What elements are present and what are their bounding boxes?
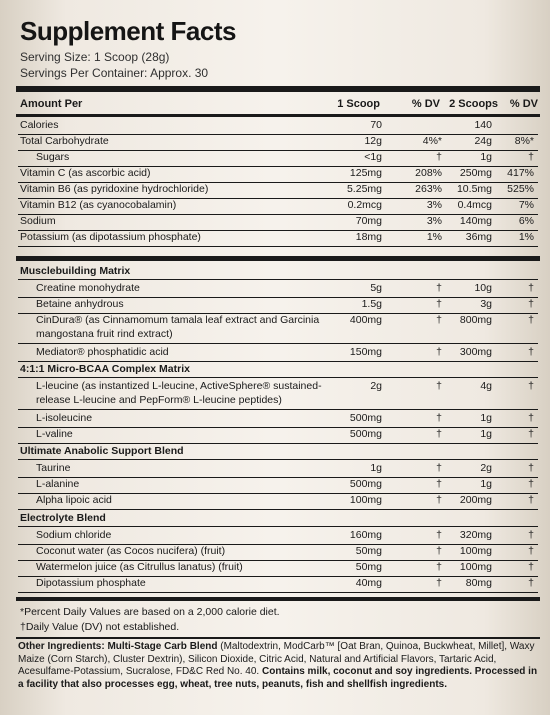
dv-two-scoops: † xyxy=(528,346,534,358)
amount-one-scoop: 2g xyxy=(370,380,382,392)
amount-one-scoop: 70 xyxy=(370,119,382,131)
section-bcaa xyxy=(18,362,538,378)
dv-one-scoop: † xyxy=(436,478,442,490)
section-musclebuilding xyxy=(18,264,538,280)
amount-one-scoop: 5.25mg xyxy=(346,183,382,195)
dv-two-scoops: † xyxy=(528,314,534,326)
table-row xyxy=(18,461,538,478)
nutrient-name: Potassium (as dipotassium phosphate) xyxy=(20,231,201,243)
amount-one-scoop: 50mg xyxy=(355,561,382,573)
nutrient-name: Coconut water (as Cocos nucifera) (fruit) xyxy=(36,545,226,557)
amount-two-scoops: 10.5mg xyxy=(456,183,492,195)
dv-two-scoops: 417% xyxy=(507,167,534,179)
nutrient-name: Vitamin B6 (as pyridoxine hydrochloride) xyxy=(20,183,209,195)
amount-two-scoops: 1g xyxy=(480,478,492,490)
dv-two-scoops: † xyxy=(528,151,534,163)
amount-one-scoop: <1g xyxy=(364,151,382,163)
amount-two-scoops: 250mg xyxy=(459,167,492,179)
amount-one-scoop: 125mg xyxy=(349,167,382,179)
nutrient-name: Betaine anhydrous xyxy=(36,298,124,310)
nutrient-name: Sugars xyxy=(36,151,70,163)
amount-one-scoop: 70mg xyxy=(355,215,382,227)
nutrient-name: L-leucine (as instantized L-leucine, ActiveSphere® sustained-release L-leucine and PepForm® L-leucine peptides) xyxy=(36,380,322,406)
dv-one-scoop: 4%* xyxy=(422,135,442,147)
amount-two-scoops: 0.4mcg xyxy=(457,199,492,211)
dv-two-scoops: † xyxy=(528,478,534,490)
amount-two-scoops: 1g xyxy=(480,151,492,163)
servings-per-container: Servings Per Container: Approx. 30 xyxy=(20,66,209,80)
dv-two-scoops: † xyxy=(528,529,534,541)
header-one-scoop: 1 Scoop xyxy=(337,98,380,110)
nutrient-name: Creatine monohydrate xyxy=(36,282,140,294)
nutrient-name: Calories xyxy=(20,119,59,131)
table-row xyxy=(18,576,538,593)
dv-one-scoop: † xyxy=(436,314,442,326)
dv-two-scoops: 1% xyxy=(518,231,534,243)
nutrient-name: Vitamin C (as ascorbic acid) xyxy=(20,167,151,179)
table-row xyxy=(18,150,538,167)
dv-one-scoop: † xyxy=(436,428,442,440)
amount-one-scoop: 18mg xyxy=(355,231,382,243)
section-electrolyte xyxy=(18,511,538,527)
serving-size: Serving Size: 1 Scoop (28g) xyxy=(20,50,170,64)
amount-two-scoops: 1g xyxy=(480,428,492,440)
amount-two-scoops: 2g xyxy=(480,462,492,474)
table-row xyxy=(18,379,538,410)
dv-one-scoop: † xyxy=(436,494,442,506)
mid-thick-rule xyxy=(16,256,540,261)
nutrient-name: L-isoleucine xyxy=(36,412,93,424)
section-title: Musclebuilding Matrix xyxy=(20,265,131,277)
dv-one-scoop: † xyxy=(436,529,442,541)
table-row xyxy=(18,528,538,545)
amount-two-scoops: 300mg xyxy=(459,346,492,358)
allergen-statement: Contains milk, coconut and soy ingredients. Processed in a facility that also processes egg, wheat, tree nuts, peanuts, fish and shellfish ingredients. xyxy=(18,666,538,690)
amount-two-scoops: 3g xyxy=(480,298,492,310)
other-ingredients-label: Other Ingredients: xyxy=(18,641,105,652)
dv-one-scoop: 3% xyxy=(426,215,442,227)
amount-two-scoops: 4g xyxy=(480,380,492,392)
dv-two-scoops: 8%* xyxy=(514,135,534,147)
header-dv-1: % DV xyxy=(411,98,440,110)
section-title: Ultimate Anabolic Support Blend xyxy=(20,445,184,457)
dv-one-scoop: 3% xyxy=(426,199,442,211)
dv-one-scoop: † xyxy=(436,346,442,358)
amount-two-scoops: 200mg xyxy=(459,494,492,506)
table-row xyxy=(18,411,538,428)
table-row xyxy=(18,544,538,561)
section-anabolic xyxy=(18,444,538,460)
amount-two-scoops: 24g xyxy=(474,135,492,147)
amount-one-scoop: 50mg xyxy=(355,545,382,557)
footer-rule xyxy=(16,637,540,639)
bottom-thick-rule xyxy=(16,597,540,601)
header-rule xyxy=(16,114,540,117)
table-row xyxy=(18,182,538,199)
dv-two-scoops: † xyxy=(528,494,534,506)
dv-one-scoop: † xyxy=(436,151,442,163)
nutrient-name: Sodium xyxy=(20,215,56,227)
nutrient-name: L-alanine xyxy=(36,478,80,490)
amount-one-scoop: 500mg xyxy=(349,478,382,490)
dv-one-scoop: 1% xyxy=(426,231,442,243)
amount-two-scoops: 1g xyxy=(480,412,492,424)
amount-two-scoops: 36mg xyxy=(465,231,492,243)
nutrient-name: Sodium chloride xyxy=(36,529,112,541)
table-row xyxy=(18,198,538,215)
amount-two-scoops: 100mg xyxy=(459,561,492,573)
dv-one-scoop: † xyxy=(436,282,442,294)
dv-two-scoops: † xyxy=(528,380,534,392)
table-row xyxy=(18,118,538,135)
nutrient-name: Watermelon juice (as Citrullus lanatus) (fruit) xyxy=(36,561,243,573)
nutrient-name: Taurine xyxy=(36,462,71,474)
table-row xyxy=(18,560,538,577)
amount-two-scoops: 10g xyxy=(474,282,492,294)
column-header xyxy=(20,98,540,112)
amount-one-scoop: 160mg xyxy=(349,529,382,541)
amount-one-scoop: 40mg xyxy=(355,577,382,589)
amount-one-scoop: 1g xyxy=(370,462,382,474)
dv-two-scoops: † xyxy=(528,428,534,440)
amount-one-scoop: 12g xyxy=(364,135,382,147)
dv-two-scoops: † xyxy=(528,577,534,589)
top-thick-rule xyxy=(16,86,540,92)
header-amount-per: Amount Per xyxy=(20,98,83,110)
dv-one-scoop: † xyxy=(436,561,442,573)
dv-one-scoop: 263% xyxy=(415,183,442,195)
dv-two-scoops: † xyxy=(528,561,534,573)
amount-one-scoop: 500mg xyxy=(349,412,382,424)
nutrient-name: CinDura® (as Cinnamomum tamala leaf extract and Garcinia mangostana fruit rind extract) xyxy=(36,314,320,340)
nutrient-name: Dipotassium phosphate xyxy=(36,577,146,589)
nutrient-name: Mediator® phosphatidic acid xyxy=(36,346,169,358)
dv-two-scoops: † xyxy=(528,298,534,310)
dv-one-scoop: † xyxy=(436,412,442,424)
table-row xyxy=(18,477,538,494)
dv-one-scoop: † xyxy=(436,577,442,589)
section-title: 4:1:1 Micro-BCAA Complex Matrix xyxy=(20,363,190,375)
amount-one-scoop: 400mg xyxy=(349,314,382,326)
amount-two-scoops: 800mg xyxy=(459,314,492,326)
dv-two-scoops: † xyxy=(528,282,534,294)
nutrient-name: L-valine xyxy=(36,428,73,440)
footnote-dv-not-established: †Daily Value (DV) not established. xyxy=(20,621,180,633)
header-dv-2: % DV xyxy=(509,98,538,110)
table-row xyxy=(18,281,538,298)
amount-one-scoop: 0.2mcg xyxy=(347,199,382,211)
table-row xyxy=(18,427,538,444)
label-title: Supplement Facts xyxy=(20,16,236,46)
amount-two-scoops: 140 xyxy=(474,119,492,131)
dv-one-scoop: † xyxy=(436,462,442,474)
dv-two-scoops: 6% xyxy=(518,215,534,227)
dv-one-scoop: † xyxy=(436,298,442,310)
footnote-percent-dv: *Percent Daily Values are based on a 2,000 calorie diet. xyxy=(20,606,280,618)
amount-one-scoop: 5g xyxy=(370,282,382,294)
nutrient-name: Vitamin B12 (as cyanocobalamin) xyxy=(20,199,177,211)
other-ingredients xyxy=(18,641,538,691)
dv-two-scoops: 7% xyxy=(518,199,534,211)
table-row xyxy=(18,493,538,510)
dv-two-scoops: † xyxy=(528,462,534,474)
amount-one-scoop: 1.5g xyxy=(361,298,382,310)
amount-two-scoops: 320mg xyxy=(459,529,492,541)
table-row xyxy=(18,166,538,183)
table-row xyxy=(18,134,538,151)
amount-two-scoops: 140mg xyxy=(459,215,492,227)
table-row xyxy=(18,230,538,247)
header-two-scoops: 2 Scoops xyxy=(449,98,498,110)
dv-one-scoop: † xyxy=(436,380,442,392)
table-row xyxy=(18,345,538,362)
amount-two-scoops: 100mg xyxy=(459,545,492,557)
nutrient-name: Total Carbohydrate xyxy=(20,135,109,147)
dv-two-scoops: † xyxy=(528,412,534,424)
other-ingredients-text: (Maltodextrin, ModCarb™ [Oat Bran, Quinoa, Buckwheat, Millet], Waxy Maize (Corn Starch), Cluster Dextrin), Silicon Dioxide, Citric Acid, Natural and Artificial Flavors, Tartaric Acid, Acesulfame-Potassium, Sucralose, FD&C Red No. 40. xyxy=(18,641,535,677)
amount-one-scoop: 100mg xyxy=(349,494,382,506)
carb-blend-label: Multi-Stage Carb Blend xyxy=(107,641,218,652)
amount-one-scoop: 150mg xyxy=(349,346,382,358)
amount-two-scoops: 80mg xyxy=(465,577,492,589)
nutrient-name: Alpha lipoic acid xyxy=(36,494,112,506)
dv-two-scoops: 525% xyxy=(507,183,534,195)
amount-one-scoop: 500mg xyxy=(349,428,382,440)
table-row xyxy=(18,297,538,314)
dv-one-scoop: † xyxy=(436,545,442,557)
dv-one-scoop: 208% xyxy=(415,167,442,179)
table-row xyxy=(18,214,538,231)
dv-two-scoops: † xyxy=(528,545,534,557)
section-title: Electrolyte Blend xyxy=(20,512,106,524)
table-row xyxy=(18,313,538,344)
